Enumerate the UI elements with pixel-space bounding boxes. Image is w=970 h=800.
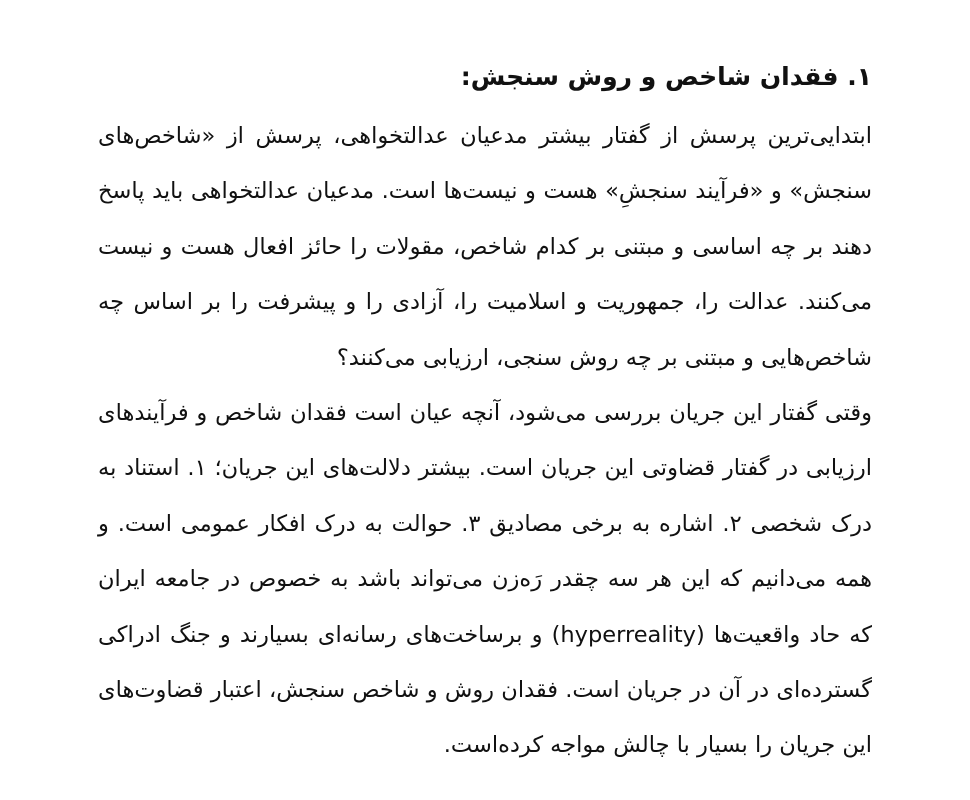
paragraph-lack-of-assessment: وقتی گفتار این جریان بررسی می‌شود، آنچه عیان است فقدان شاخص و فرآیندهای ارزیابی در گفتار قضاوتی این جریان است. بیشتر دلالت‌های این جریان؛ ۱. استناد به درک شخصی ۲. اشاره به برخی مصادیق ۳. حوالت به درک افکار عمومی است. و همه می‌دانیم که این هر سه چقدر رَه‌زن می‌تواند باشد به خصوص در جامعه ایران که حاد واقعیت‌ها (hyperreality) و برساخت‌های رسانه‌ای بسیارند و جنگ ادراکی گسترده‌ای در آن در جریان است. فقدان روش و شاخص سنجش، اعتبار قضاوت‌های این جریان را بسیار با چالش مواجه کرده‌است.	[98, 400, 873, 759]
section-heading: ۱. فقدان شاخص و روش سنجش:	[460, 62, 872, 91]
paragraph-criteria-question: ابتدایی‌ترین پرسش از گفتار بیشتر مدعیان عدالتخواهی، پرسش از «شاخص‌های سنجش» و «فرآیند سنجشِ» هست و نیست‌ها است. مدعیان عدالتخواهی باید پاسخ دهند بر چه اساسی و مبتنی بر کدام شاخص، مقولات را حائز افعال هست و نیست می‌کنند. عدالت را، جمهوریت و اسلامیت را، آزادی را و پیشرفت را بر اساس چه شاخص‌هایی و مبتنی بر چه روش سنجی، ارزیابی می‌کنند؟	[98, 123, 872, 371]
